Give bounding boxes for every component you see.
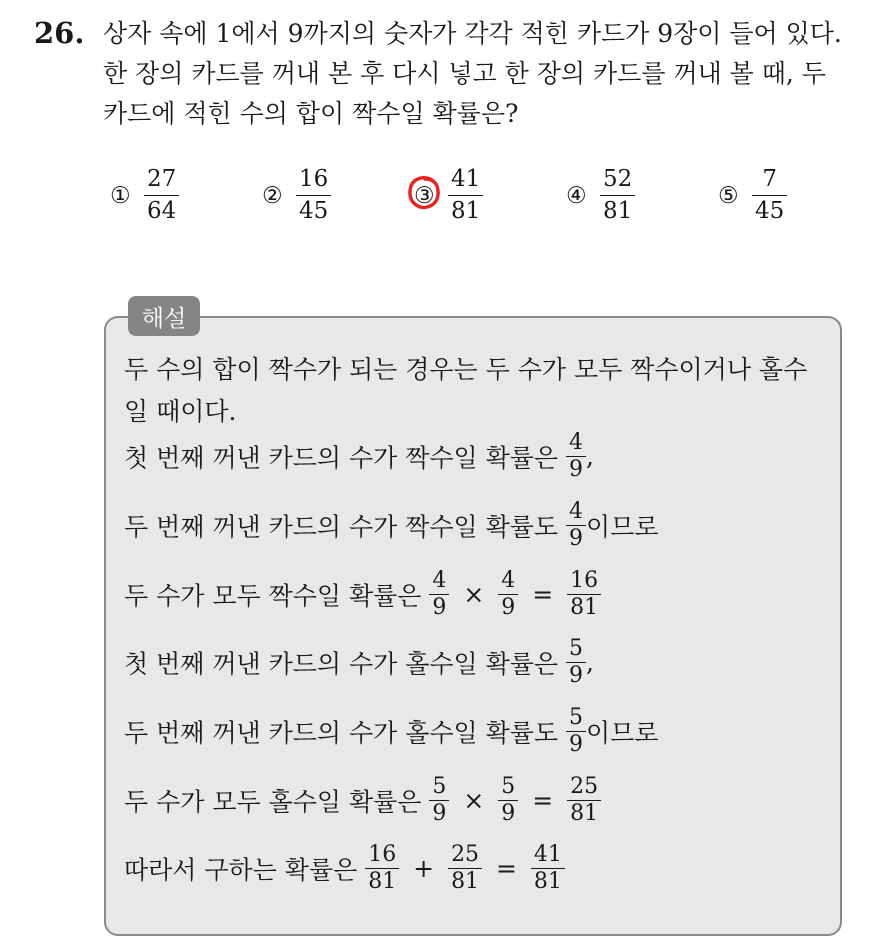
step-text: 두 번째 꺼낸 카드의 수가 홀수일 확률도 [124, 718, 559, 748]
choice-marker: ④ [566, 182, 587, 209]
answer-choices [0, 168, 884, 228]
step-text: 두 번째 꺼낸 카드의 수가 짝수일 확률도 [124, 512, 559, 542]
step-text: 따라서 구하는 확률은 [124, 855, 358, 885]
choice-marker: ① [110, 182, 131, 209]
choice-4[interactable] [566, 168, 635, 223]
step-fraction [566, 501, 586, 550]
choice-marker [414, 183, 448, 209]
choice-marker: ② [262, 182, 283, 209]
step-suffix: , [586, 442, 594, 471]
result-fraction [531, 844, 565, 893]
step-fraction [566, 638, 586, 687]
numerator: 16 [570, 568, 599, 593]
denominator: 9 [569, 457, 584, 482]
solution-step [124, 570, 854, 619]
numerator: 52 [603, 166, 633, 192]
solution-label: 해설 [128, 296, 200, 336]
numerator: 5 [569, 636, 584, 661]
equals-operator: = [532, 786, 554, 815]
numerator: 25 [570, 774, 599, 799]
numerator: 16 [299, 166, 329, 192]
step-suffix: 이므로 [586, 512, 659, 542]
step-fraction [498, 570, 518, 619]
question-text [103, 14, 873, 134]
numerator: 41 [451, 166, 481, 192]
denominator: 9 [432, 595, 447, 620]
question-line: 카드에 적힌 수의 합이 짝수일 확률은? [103, 99, 519, 128]
numerator: 5 [501, 774, 516, 799]
numerator: 4 [501, 568, 516, 593]
solution-step [124, 844, 854, 893]
choice-fraction [448, 168, 483, 223]
equals-operator: = [496, 854, 517, 883]
result-fraction [567, 776, 601, 825]
question-number: 26. [34, 16, 85, 50]
numerator: 41 [533, 842, 562, 867]
solution-step [124, 776, 854, 825]
choice-5[interactable] [718, 168, 787, 223]
step-text: 첫 번째 꺼낸 카드의 수가 홀수일 확률은 [124, 649, 559, 679]
choice-fraction [296, 168, 331, 223]
denominator: 9 [432, 801, 447, 826]
plus-operator: + [413, 854, 435, 883]
solution-step [124, 432, 854, 481]
equals-operator: = [532, 580, 554, 609]
times-operator: × [463, 580, 485, 609]
numerator: 7 [762, 166, 777, 192]
step-fraction [429, 570, 449, 619]
numerator: 16 [368, 842, 397, 867]
choice-1[interactable] [110, 168, 179, 223]
selected-circle-icon [406, 174, 442, 212]
denominator: 81 [570, 801, 599, 826]
denominator: 9 [501, 801, 516, 826]
solution-step [124, 707, 854, 756]
step-suffix: , [586, 648, 594, 677]
numerator: 5 [569, 705, 584, 730]
denominator: 64 [147, 198, 177, 224]
denominator: 81 [570, 595, 599, 620]
step-suffix: 이므로 [586, 718, 659, 748]
result-fraction [567, 570, 601, 619]
denominator: 9 [569, 732, 584, 757]
step-fraction [566, 432, 586, 481]
question-line: 상자 속에 1에서 9까지의 숫자가 각각 적힌 카드가 9장이 들어 있다. [103, 19, 842, 48]
denominator: 9 [569, 526, 584, 551]
numerator: 4 [432, 568, 447, 593]
question-line: 한 장의 카드를 꺼내 본 후 다시 넣고 한 장의 카드를 꺼내 볼 때, 두 [103, 59, 826, 88]
step-text: 두 수가 모두 짝수일 확률은 [124, 581, 422, 611]
choice-fraction [600, 168, 635, 223]
denominator: 81 [603, 198, 633, 224]
denominator: 9 [501, 595, 516, 620]
numerator: 5 [432, 774, 447, 799]
choice-3[interactable] [414, 168, 483, 223]
denominator: 9 [569, 663, 584, 688]
denominator: 45 [755, 198, 785, 224]
step-fraction [365, 844, 399, 893]
choice-fraction [752, 168, 787, 223]
times-operator: × [463, 786, 485, 815]
denominator: 81 [451, 869, 480, 894]
step-fraction [429, 776, 449, 825]
numerator: 25 [451, 842, 480, 867]
solution-step [124, 638, 854, 687]
solution-intro-line: 일 때이다. [124, 397, 237, 426]
denominator: 81 [533, 869, 562, 894]
step-text: 첫 번째 꺼낸 카드의 수가 짝수일 확률은 [124, 443, 559, 473]
solution-step [124, 501, 854, 550]
step-fraction [448, 844, 482, 893]
step-fraction [498, 776, 518, 825]
choice-marker-text: ③ [414, 182, 435, 209]
numerator: 4 [569, 430, 584, 455]
denominator: 45 [299, 198, 329, 224]
choice-2[interactable] [262, 168, 331, 223]
numerator: 4 [569, 499, 584, 524]
denominator: 81 [451, 198, 481, 224]
choice-marker: ⑤ [718, 182, 739, 209]
step-fraction [566, 707, 586, 756]
numerator: 27 [147, 166, 177, 192]
denominator: 81 [368, 869, 397, 894]
choice-fraction [144, 168, 179, 223]
step-text: 두 수가 모두 홀수일 확률은 [124, 787, 422, 817]
solution-intro-line: 두 수의 합이 짝수가 되는 경우는 두 수가 모두 짝수이거나 홀수 [124, 355, 808, 384]
